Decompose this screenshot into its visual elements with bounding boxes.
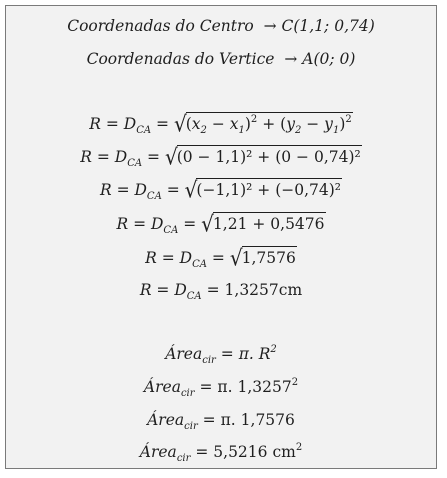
radicand: 1,21 + 0,5476 <box>213 212 326 234</box>
radius-step-1 <box>6 110 436 138</box>
radicand: (0 − 1,1)² + (0 − 0,74)² <box>177 145 362 167</box>
centro-coordinates-line <box>6 16 436 36</box>
radius-result <box>6 280 436 300</box>
radius-lhs: $R = D_{CA}$ <box>145 249 207 270</box>
area-step-1 <box>6 344 436 364</box>
sqrt-expression: √(0 − 1,1)² + (0 − 0,74)² <box>164 143 361 171</box>
arrow-icon: → <box>263 17 277 35</box>
sqrt-expression: √(−1,1)² + (−0,74)² <box>184 176 342 204</box>
equals-sign: = <box>183 215 197 233</box>
radicand: (−1,1)² + (−0,74)² <box>196 178 342 200</box>
vertice-value: A(0; 0) <box>302 50 356 68</box>
equals-sign: = <box>147 148 161 166</box>
area-rhs: π. $R^2$ <box>238 344 277 363</box>
sqrt-expression: √1,7576 <box>229 244 296 272</box>
radius-lhs: $R = D_{CA}$ <box>116 215 179 236</box>
area-rhs: π. 1,7576 <box>220 411 295 429</box>
radius-value: 1,3257cm <box>224 281 303 299</box>
radicand: 1,7576 <box>242 246 297 268</box>
area-lhs: Área$_{cir}$ <box>139 443 191 464</box>
area-rhs: π. 1,3257$^2$ <box>217 377 299 396</box>
equals-sign: = <box>156 115 170 133</box>
area-value: 5,5216 $cm^2$ <box>213 442 303 461</box>
radius-lhs: $R = D_{CA}$ <box>89 115 152 136</box>
centro-label: Coordenadas do Centro <box>67 17 254 35</box>
equals-sign: = <box>211 249 225 267</box>
radius-step-3 <box>6 176 436 204</box>
vertice-label: Coordenadas do Vertice <box>86 50 275 68</box>
equals-sign: = <box>206 281 220 299</box>
equals-sign: = <box>199 378 213 396</box>
radius-step-5 <box>6 244 436 272</box>
radius-lhs: $R = D_{CA}$ <box>80 148 143 169</box>
area-lhs: Área$_{cir}$ <box>165 345 216 366</box>
sqrt-expression: √1,21 + 0,5476 <box>201 210 325 238</box>
area-step-3 <box>6 410 436 430</box>
area-result <box>6 442 436 462</box>
radius-step-2 <box>6 143 436 171</box>
radius-lhs: $R = D_{CA}$ <box>139 281 202 302</box>
centro-value: C(1,1; 0,74) <box>281 17 375 35</box>
area-lhs: Área$_{cir}$ <box>147 411 198 432</box>
equals-sign: = <box>195 443 209 461</box>
equals-sign: = <box>166 181 180 199</box>
area-step-2 <box>6 377 436 397</box>
arrow-icon: → <box>284 50 298 68</box>
sqrt-expression: $√(x_2 - x_1)^2 + (y_2 - y_1)^2$ <box>173 110 352 138</box>
radius-step-4 <box>6 210 436 238</box>
equals-sign: = <box>202 411 216 429</box>
equals-sign: = <box>220 345 234 363</box>
area-lhs: Área$_{cir}$ <box>143 378 195 399</box>
vertice-coordinates-line <box>6 49 436 69</box>
formula-box <box>5 5 437 469</box>
radius-lhs: $R = D_{CA}$ <box>99 181 162 202</box>
